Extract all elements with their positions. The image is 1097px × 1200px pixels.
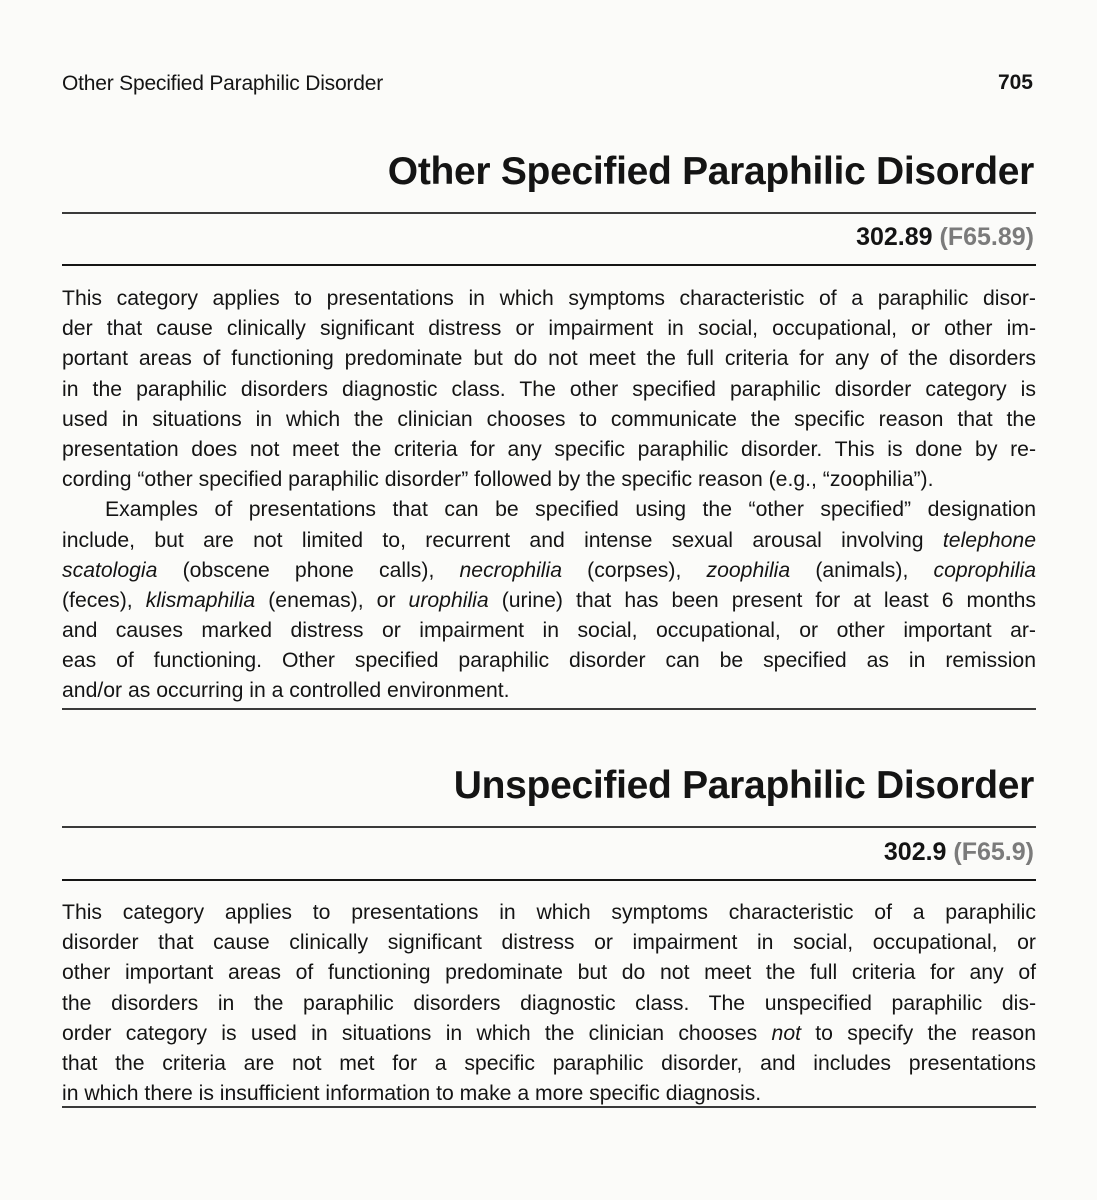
text-run: (corpses), [561,558,707,582]
section-end-divider [62,1106,1036,1108]
section-divider-bottom [62,264,1036,266]
text-run: (obscene phone calls), [157,558,460,582]
text-line: der that cause clinically significant distress or impairment in social, occupational, or other im- [62,317,1036,341]
text-line: and causes marked distress or impairment in social, occupational, or other important ar- [62,619,1036,643]
paragraph-description [62,284,1036,495]
text-line: cording “other specified paraphilic disorder” followed by the specific reason (e.g., “zoophilia”). [62,468,934,492]
text-line: in which there is insufficient information to make a more specific diagnosis. [62,1082,762,1106]
section-title-unspecified: Unspecified Paraphilic Disorder [453,764,1034,807]
section-divider-top [62,212,1036,214]
text-line: This category applies to presentations in which symptoms characteristic of a paraphilic [62,901,1036,924]
text-line: other important areas of functioning predominate but do not meet the full criteria for any of [62,961,1036,985]
italic-term: scatologia [62,558,158,582]
diagnostic-code-line [884,838,1034,867]
section-divider-bottom [62,879,1036,881]
text-line: that the criteria are not met for a specific paraphilic disorder, and includes presentations [62,1051,1036,1075]
text-line: Examples of presentations that can be specified using the “other specified” designation [105,498,1036,522]
text-line: disorder that cause clinically significant distress or impairment in social, occupational, or [62,931,1036,955]
italic-term: not [771,1021,801,1045]
text-line [62,1019,1036,1049]
text-line: This category applies to presentations in which symptoms characteristic of a paraphilic disor- [62,287,1036,310]
dsm-code: 302.9 [883,838,947,866]
text-run: (urine) that has been present for at least 6 months [488,588,1037,612]
italic-term: klismaphilia [145,588,256,612]
section-body-unspecified [62,898,1036,1109]
icd-code: (F65.89) [939,223,1034,251]
text-line [62,526,1036,556]
text-line [62,586,1036,616]
text-line: presentation does not meet the criteria for any specific paraphilic disorder. This is done by re- [62,437,1036,461]
page-number: 705 [997,71,1033,94]
text-run: (enemas), or [255,588,409,612]
text-line: portant areas of functioning predominate but do not meet the full criteria for any of the disorders [62,347,1036,371]
section-title-other-specified: Other Specified Paraphilic Disorder [387,150,1034,193]
text-line: eas of functioning. Other specified paraphilic disorder can be specified as in remission [62,649,1036,673]
text-run: (feces), [62,588,146,612]
icd-code: (F65.9) [953,838,1034,866]
text-run: include, but are not limited to, recurrent and intense sexual arousal involving [62,528,924,552]
text-run: (animals), [790,558,934,582]
paragraph-description [62,898,1036,1109]
italic-term: urophilia [408,588,489,612]
text-line: the disorders in the paraphilic disorders diagnostic class. The unspecified paraphilic dis- [62,991,1036,1015]
section-divider-top [62,826,1036,828]
section-body-other-specified [62,284,1036,707]
dsm-code: 302.89 [856,223,933,251]
text-line: and/or as occurring in a controlled environment. [62,679,510,703]
italic-term: zoophilia [706,558,791,582]
paragraph-examples [62,495,1036,706]
section-end-divider [62,708,1036,710]
text-line: in the paraphilic disorders diagnostic class. The other specified paraphilic disorder category is [62,377,1036,401]
italic-term: necrophilia [459,558,562,582]
text-line [62,556,1036,586]
running-header-title: Other Specified Paraphilic Disorder [62,72,383,95]
italic-term: coprophilia [933,558,1036,582]
italic-term: telephone [942,528,1036,552]
text-line: used in situations in which the clinician chooses to communicate the specific reason that the [62,407,1036,431]
diagnostic-code-line [856,223,1034,252]
text-run: to specify the reason [801,1021,1036,1045]
text-run: order category is used in situations in which the clinician chooses [62,1021,772,1045]
